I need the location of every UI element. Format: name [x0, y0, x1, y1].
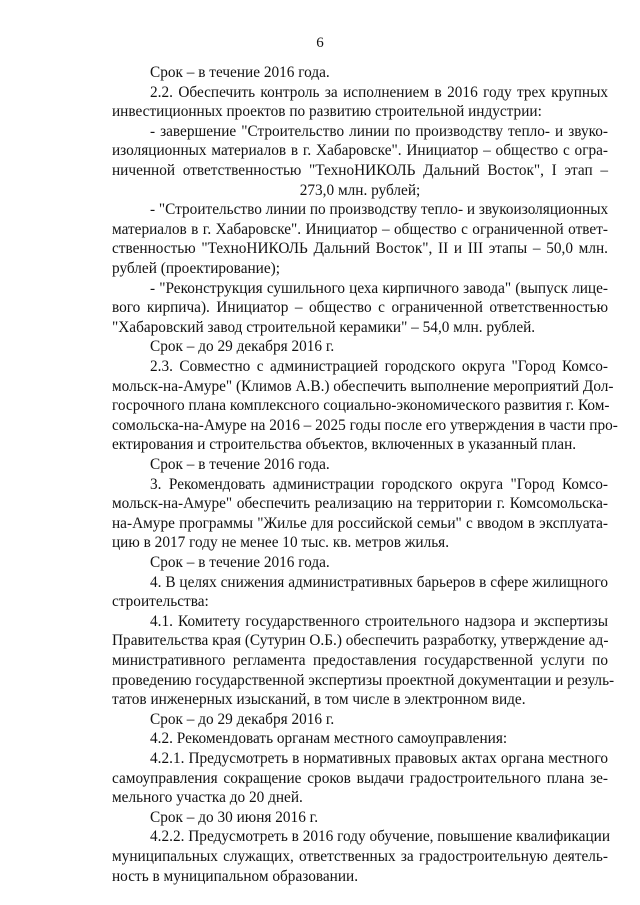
text-line: мельного участка до 20 дней.: [112, 789, 303, 807]
text-line: строительства:: [112, 593, 209, 611]
text-line: Срок – до 29 декабря 2016 г.: [150, 338, 335, 356]
text-line: ектирования и строительства объектов, включенных в указанный план.: [112, 436, 577, 454]
text-line: Срок – до 29 декабря 2016 г.: [150, 710, 335, 728]
text-line: министративного регламента предоставления государственной услуги по: [112, 652, 608, 669]
text-line: мольск-на-Амуре" обеспечить реализацию на территории г. Комсомольска-: [112, 495, 608, 513]
text-line: 4.2.2. Предусмотреть в 2016 году обучение, повышение квалификации: [150, 828, 611, 846]
text-line: рублей (проектирование);: [112, 260, 280, 277]
text-line: инвестиционных проектов по развитию строительной индустрии:: [112, 103, 542, 121]
text-line: 3. Рекомендовать администрации городского округа "Город Комсо-: [150, 475, 608, 493]
text-line: 4.2.1. Предусмотреть в нормативных правовых актах органа местного: [150, 750, 608, 767]
text-line: татов инженерных изысканий, в том числе в электронном виде.: [112, 691, 526, 709]
text-line: 2.3. Совместно с администрацией городского округа "Город Комсо-: [150, 358, 608, 375]
text-line: самоуправления сокращение сроков выдачи градостроительного плана зе-: [112, 769, 608, 787]
text-line: мольск-на-Амуре" (Климов А.В.) обеспечить выполнение мероприятий Дол-: [112, 377, 614, 395]
text-line: 4.2. Рекомендовать органам местного самоуправления:: [150, 730, 508, 748]
text-line: - "Строительство линии по производству тепло- и звукоизоляционных: [150, 201, 609, 219]
text-line: 2.2. Обеспечить контроль за исполнением в 2016 году трех крупных: [150, 83, 608, 101]
text-line: проведению государственной экспертизы проектной документации и резуль-: [112, 671, 615, 689]
text-line: на-Амуре программы "Жилье для российской семьи" с вводом в эксплуата-: [112, 514, 608, 532]
text-line: муниципальных служащих, ответственных за градостроительную деятель-: [112, 848, 608, 865]
text-line: "Хабаровский завод строительной керамики" – 54,0 млн. рублей.: [112, 318, 536, 336]
text-line: ственностью "ТехноНИКОЛЬ Дальний Восток", II и III этапы – 50,0 млн.: [112, 240, 608, 258]
text-line: госрочного плана комплексного социально-экономического развития г. Ком-: [112, 397, 610, 415]
text-line: Правительства края (Сутурин О.Б.) обеспечить разработку, утверждение ад-: [112, 632, 609, 650]
text-line: цию в 2017 году не менее 10 тыс. кв. метров жилья.: [112, 534, 450, 552]
text-line: 4. В целях снижения административных барьеров в сфере жилищного: [150, 573, 608, 591]
text-line: Срок – в течение 2016 года.: [150, 554, 330, 571]
text-line: изоляционных материалов в г. Хабаровске". Инициатор – общество с огра-: [112, 142, 608, 160]
text-line: - "Реконструкция сушильного цеха кирпичного завода" (выпуск лице-: [150, 279, 608, 297]
text-line: 4.1. Комитету государственного строительного надзора и экспертизы: [150, 612, 608, 630]
text-line: сомольска-на-Амуре на 2016 – 2025 годы после его утверждения в части про-: [112, 416, 618, 434]
text-line: Срок – до 30 июня 2016 г.: [150, 808, 319, 826]
text-line: ниченной ответственностью "ТехноНИКОЛЬ Дальний Восток", I этап –: [112, 162, 608, 179]
page-number: 6: [316, 35, 324, 51]
text-line: материалов в г. Хабаровске". Инициатор – общество с ограниченной ответ-: [112, 220, 608, 238]
text-line: вого кирпича). Инициатор – общество с ограниченной ответственностью: [112, 299, 608, 317]
text-line: 273,0 млн. рублей;: [299, 181, 421, 199]
text-line: - завершение "Строительство линии по производству тепло- и звуко-: [150, 122, 608, 140]
text-line: Срок – в течение 2016 года.: [150, 456, 330, 473]
text-line: Срок – в течение 2016 года.: [150, 64, 330, 81]
text-line: ность в муниципальном образовании.: [112, 867, 359, 885]
